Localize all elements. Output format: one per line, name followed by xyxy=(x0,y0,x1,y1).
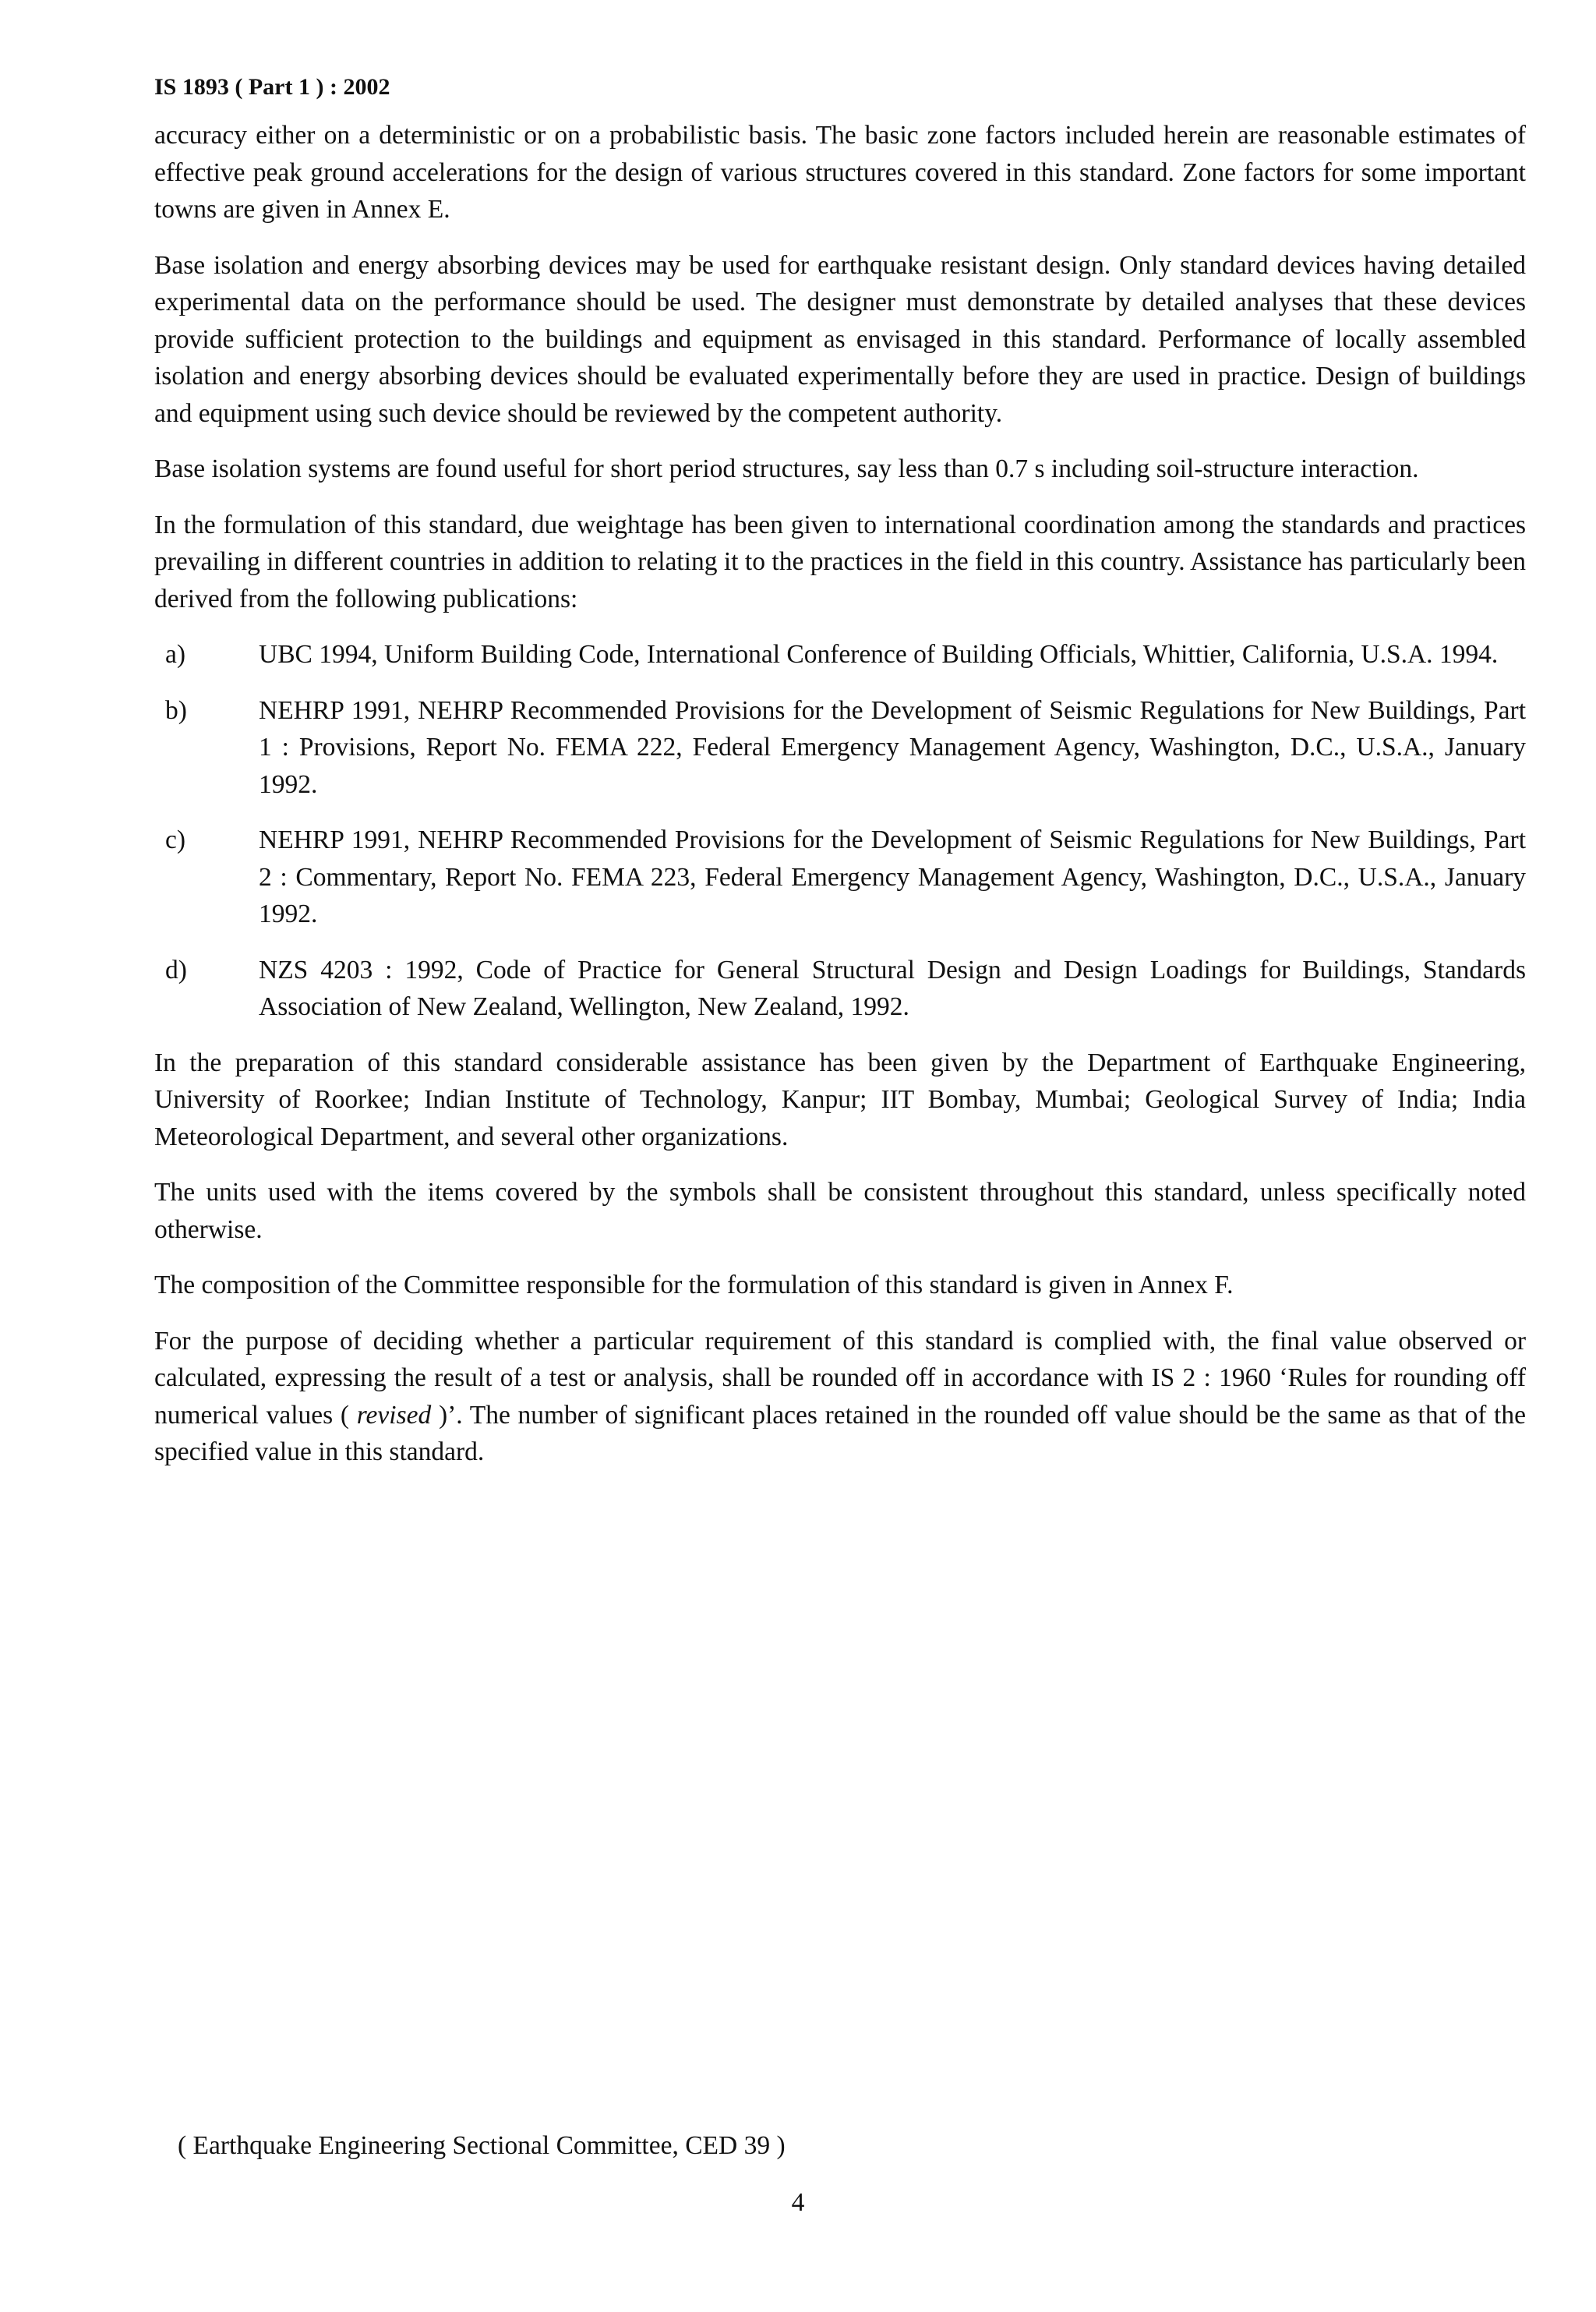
rounding-text-end: )’. The number of significant places retained in the rounded off value should be the same as that of the specified value in this standard. xyxy=(154,1400,1526,1466)
standard-header: IS 1893 ( Part 1 ) : 2002 xyxy=(154,74,390,100)
reference-marker: c) xyxy=(165,825,186,854)
reference-text: UBC 1994, Uniform Building Code, International Conference of Building Officials, Whittier, California, U.S.A. 1994. xyxy=(259,640,1499,669)
page-number: 4 xyxy=(791,2188,805,2217)
rounding-text-start: For the purpose of deciding whether a particular requirement of this standard is complied with, the final value observed or calculated, expressing the result of a test or analysis, shall be rounded off in accordance with IS 2 : 1960 ‘Rules for rounding off numerical values ( xyxy=(154,1326,1526,1430)
reference-list xyxy=(154,636,1526,1026)
rounding-paragraph xyxy=(154,1323,1526,1471)
formulation-paragraph: In the formulation of this standard, due weightage has been given to international coordination among the standards and practices prevailing in different countries in addition to relating it to the practices in the field in this country. Assistance has particularly been derived from the following publications: xyxy=(154,510,1526,613)
reference-text: NZS 4203 : 1992, Code of Practice for General Structural Design and Design Loadings for Buildings, Standards Association of New Zealand, Wellington, New Zealand, 1992. xyxy=(259,955,1526,1021)
reference-marker: a) xyxy=(165,640,186,669)
reference-text: NEHRP 1991, NEHRP Recommended Provisions for the Development of Seismic Regulations for New Buildings, Part 1 : Provisions, Report No. FEMA 222, Federal Emergency Management Agency, Washington, D.C., U.S.A., January 1992. xyxy=(259,695,1526,799)
reference-marker: d) xyxy=(165,955,187,985)
units-paragraph: The units used with the items covered by the symbols shall be consistent throughout this standard, unless specifically noted otherwise. xyxy=(154,1178,1526,1244)
committee-composition-paragraph: The composition of the Committee responsible for the formulation of this standard is given in Annex F. xyxy=(154,1271,1234,1299)
committee-footer: ( Earthquake Engineering Sectional Committee, CED 39 ) xyxy=(178,2131,786,2160)
reference-item xyxy=(154,692,1526,804)
document-page xyxy=(154,72,1526,1490)
revised-italic: revised xyxy=(349,1400,439,1430)
zone-factors-paragraph: accuracy either on a deterministic or on a probabilistic basis. The basic zone factors included herein are reasonable estimates of effective peak ground accelerations for the design of various structures covered in this standard. Zone factors for some important towns are given in Annex E. xyxy=(154,121,1526,224)
assistance-paragraph: In the preparation of this standard considerable assistance has been given by the Department of Earthquake Engineering, University of Roorkee; Indian Institute of Technology, Kanpur; IIT Bombay, Mumbai; Geological Survey of India; India Meteorological Department, and several other organizations. xyxy=(154,1048,1526,1151)
reference-marker: b) xyxy=(165,695,187,725)
reference-item xyxy=(154,822,1526,933)
reference-text: NEHRP 1991, NEHRP Recommended Provisions for the Development of Seismic Regulations for New Buildings, Part 2 : Commentary, Report No. FEMA 223, Federal Emergency Management Agency, Washington, D.C., U.S.A., January 1992. xyxy=(259,825,1526,928)
base-isolation-paragraph: Base isolation and energy absorbing devices may be used for earthquake resistant design. Only standard devices having detailed experimental data on the performance should be used. The designer must demonstrate by detailed analyses that these devices provide sufficient protection to the buildings and equipment as envisaged in this standard. Performance of locally assembled isolation and energy absorbing devices should be evaluated experimentally before they are used in practice. Design of buildings and equipment using such device should be reviewed by the competent authority. xyxy=(154,250,1526,428)
short-period-paragraph: Base isolation systems are found useful for short period structures, say less than 0.7 s including soil-structure interaction. xyxy=(154,454,1419,483)
reference-item xyxy=(154,952,1526,1026)
reference-item xyxy=(154,636,1526,673)
